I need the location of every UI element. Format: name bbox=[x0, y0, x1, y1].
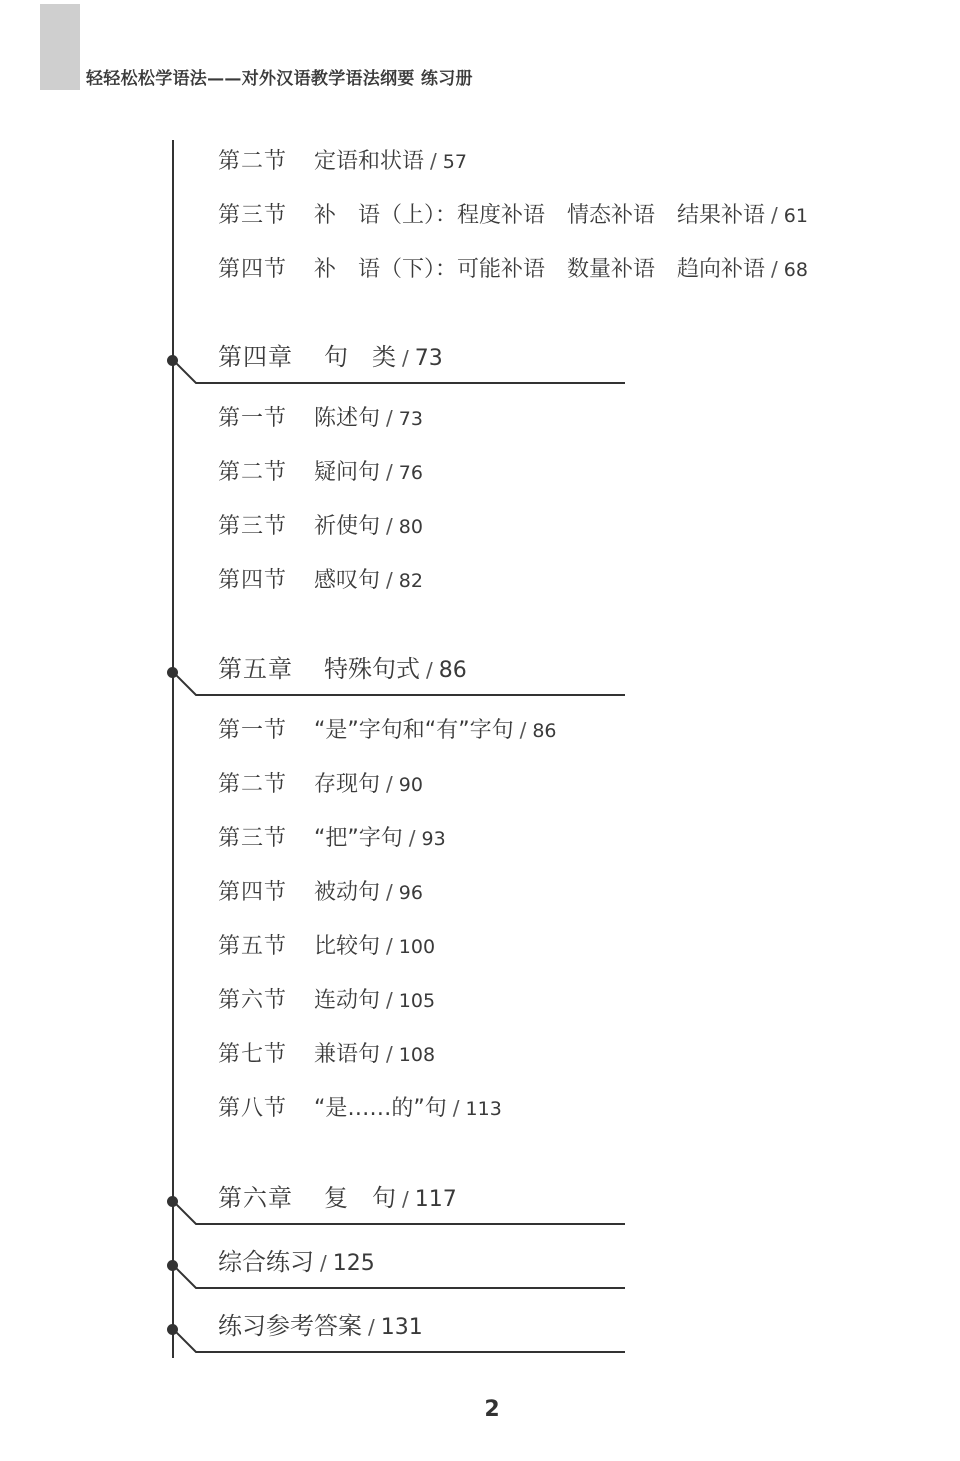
toc-section-item[interactable] bbox=[218, 565, 423, 595]
chapter-number: 第四章 bbox=[218, 343, 293, 371]
exercises-page: 125 bbox=[332, 1251, 375, 1276]
section-page: 113 bbox=[465, 1098, 502, 1120]
section-number: 第三节 bbox=[218, 514, 288, 539]
chapter-bullet bbox=[167, 667, 178, 678]
chapter-bullet bbox=[167, 1260, 178, 1271]
page-separator: / bbox=[771, 203, 778, 227]
page-separator: / bbox=[519, 718, 527, 742]
section-page: 100 bbox=[398, 936, 436, 958]
chapter-page: 117 bbox=[414, 1187, 457, 1212]
page-separator: / bbox=[452, 1096, 460, 1120]
section-number: 第三节 bbox=[218, 203, 288, 228]
toc-section-item[interactable] bbox=[218, 146, 467, 176]
section-page: 80 bbox=[398, 516, 423, 538]
page-separator: / bbox=[386, 460, 393, 484]
answers-title: 练习参考答案 bbox=[218, 1312, 362, 1340]
section-title: 陈述句 bbox=[314, 406, 381, 431]
section-page: 57 bbox=[442, 151, 467, 173]
page-separator: / bbox=[386, 568, 393, 592]
section-page: 73 bbox=[398, 408, 423, 430]
section-title: “是……的”句 bbox=[314, 1096, 447, 1121]
section-number: 第二节 bbox=[218, 149, 288, 174]
header-gray-tab bbox=[40, 4, 80, 90]
toc-section-item[interactable] bbox=[218, 715, 557, 745]
page-separator: / bbox=[386, 934, 393, 958]
page-separator: / bbox=[386, 514, 393, 538]
chapter-number: 第五章 bbox=[218, 655, 293, 683]
page-separator: / bbox=[320, 1251, 327, 1275]
page-separator: / bbox=[426, 658, 433, 682]
section-title: 兼语句 bbox=[314, 1042, 381, 1067]
toc-section-item[interactable] bbox=[218, 1039, 435, 1069]
toc-exercises-item[interactable] bbox=[218, 1246, 375, 1278]
section-number: 第六节 bbox=[218, 988, 288, 1013]
chapter-number: 第六章 bbox=[218, 1184, 293, 1212]
section-page: 93 bbox=[421, 828, 446, 850]
answers-page: 131 bbox=[380, 1315, 423, 1340]
chapter-bullet bbox=[167, 1324, 178, 1335]
toc-section-item[interactable] bbox=[218, 769, 423, 799]
toc-answers-item[interactable] bbox=[218, 1310, 423, 1342]
toc-section-item[interactable] bbox=[218, 1093, 502, 1123]
toc-section-item[interactable] bbox=[218, 877, 423, 907]
page-separator: / bbox=[408, 826, 416, 850]
section-title: 祈使句 bbox=[314, 514, 381, 539]
section-title: 感叹句 bbox=[314, 568, 381, 593]
page-separator: / bbox=[430, 149, 437, 173]
toc-vertical-line bbox=[172, 140, 174, 1358]
page-separator: / bbox=[386, 1042, 393, 1066]
chapter-page: 86 bbox=[438, 658, 467, 683]
toc-section-item[interactable] bbox=[218, 985, 435, 1015]
toc-section-item[interactable] bbox=[218, 200, 808, 230]
section-title: 疑问句 bbox=[314, 460, 381, 485]
toc-section-item[interactable] bbox=[218, 511, 423, 541]
section-number: 第一节 bbox=[218, 718, 288, 743]
section-title: 被动句 bbox=[314, 880, 381, 905]
section-number: 第八节 bbox=[218, 1096, 288, 1121]
section-page: 76 bbox=[398, 462, 423, 484]
toc-section-item[interactable] bbox=[218, 403, 423, 433]
toc-chapter-item[interactable] bbox=[218, 341, 443, 373]
running-header-title: 轻轻松松学语法——对外汉语教学语法纲要 练习册 bbox=[86, 69, 473, 89]
section-title: 存现句 bbox=[314, 772, 381, 797]
chapter-title: 复 句 bbox=[324, 1184, 396, 1212]
section-title: 定语和状语 bbox=[314, 149, 425, 174]
section-number: 第二节 bbox=[218, 772, 288, 797]
section-title: 连动句 bbox=[314, 988, 381, 1013]
section-number: 第二节 bbox=[218, 460, 288, 485]
page-separator: / bbox=[386, 772, 393, 796]
page-separator: / bbox=[386, 988, 393, 1012]
section-page: 82 bbox=[398, 570, 423, 592]
page-separator: / bbox=[368, 1315, 375, 1339]
section-page: 105 bbox=[398, 990, 436, 1012]
section-page: 86 bbox=[532, 720, 557, 742]
page-separator: / bbox=[402, 346, 409, 370]
section-page: 90 bbox=[398, 774, 423, 796]
chapter-bullet bbox=[167, 355, 178, 366]
page-separator: / bbox=[386, 406, 393, 430]
section-page: 61 bbox=[783, 205, 808, 227]
section-title: 补 语（下）：可能补语 数量补语 趋向补语 bbox=[314, 257, 766, 282]
section-title: 比较句 bbox=[314, 934, 381, 959]
exercises-title: 综合练习 bbox=[218, 1248, 314, 1276]
toc-chapter-item[interactable] bbox=[218, 1182, 457, 1214]
page-number: 2 bbox=[484, 1397, 500, 1422]
section-title: 补 语（上）：程度补语 情态补语 结果补语 bbox=[314, 203, 766, 228]
section-page: 108 bbox=[398, 1044, 436, 1066]
toc-section-item[interactable] bbox=[218, 254, 808, 284]
chapter-title: 特殊句式 bbox=[324, 655, 420, 683]
page-separator: / bbox=[402, 1187, 409, 1211]
section-title: “是”字句和“有”字句 bbox=[314, 718, 514, 743]
chapter-bullet bbox=[167, 1196, 178, 1207]
section-number: 第四节 bbox=[218, 568, 288, 593]
section-number: 第四节 bbox=[218, 880, 288, 905]
section-number: 第四节 bbox=[218, 257, 288, 282]
section-number: 第一节 bbox=[218, 406, 288, 431]
section-number: 第五节 bbox=[218, 934, 288, 959]
section-number: 第三节 bbox=[218, 826, 288, 851]
toc-section-item[interactable] bbox=[218, 457, 423, 487]
chapter-page: 73 bbox=[414, 346, 443, 371]
toc-section-item[interactable] bbox=[218, 823, 446, 853]
section-number: 第七节 bbox=[218, 1042, 288, 1067]
page-separator: / bbox=[771, 257, 778, 281]
toc-section-item[interactable] bbox=[218, 931, 435, 961]
section-page: 96 bbox=[398, 882, 423, 904]
chapter-title: 句 类 bbox=[324, 343, 396, 371]
toc-chapter-item[interactable] bbox=[218, 653, 467, 685]
section-title: “把”字句 bbox=[314, 826, 403, 851]
section-page: 68 bbox=[783, 259, 808, 281]
page-separator: / bbox=[386, 880, 393, 904]
